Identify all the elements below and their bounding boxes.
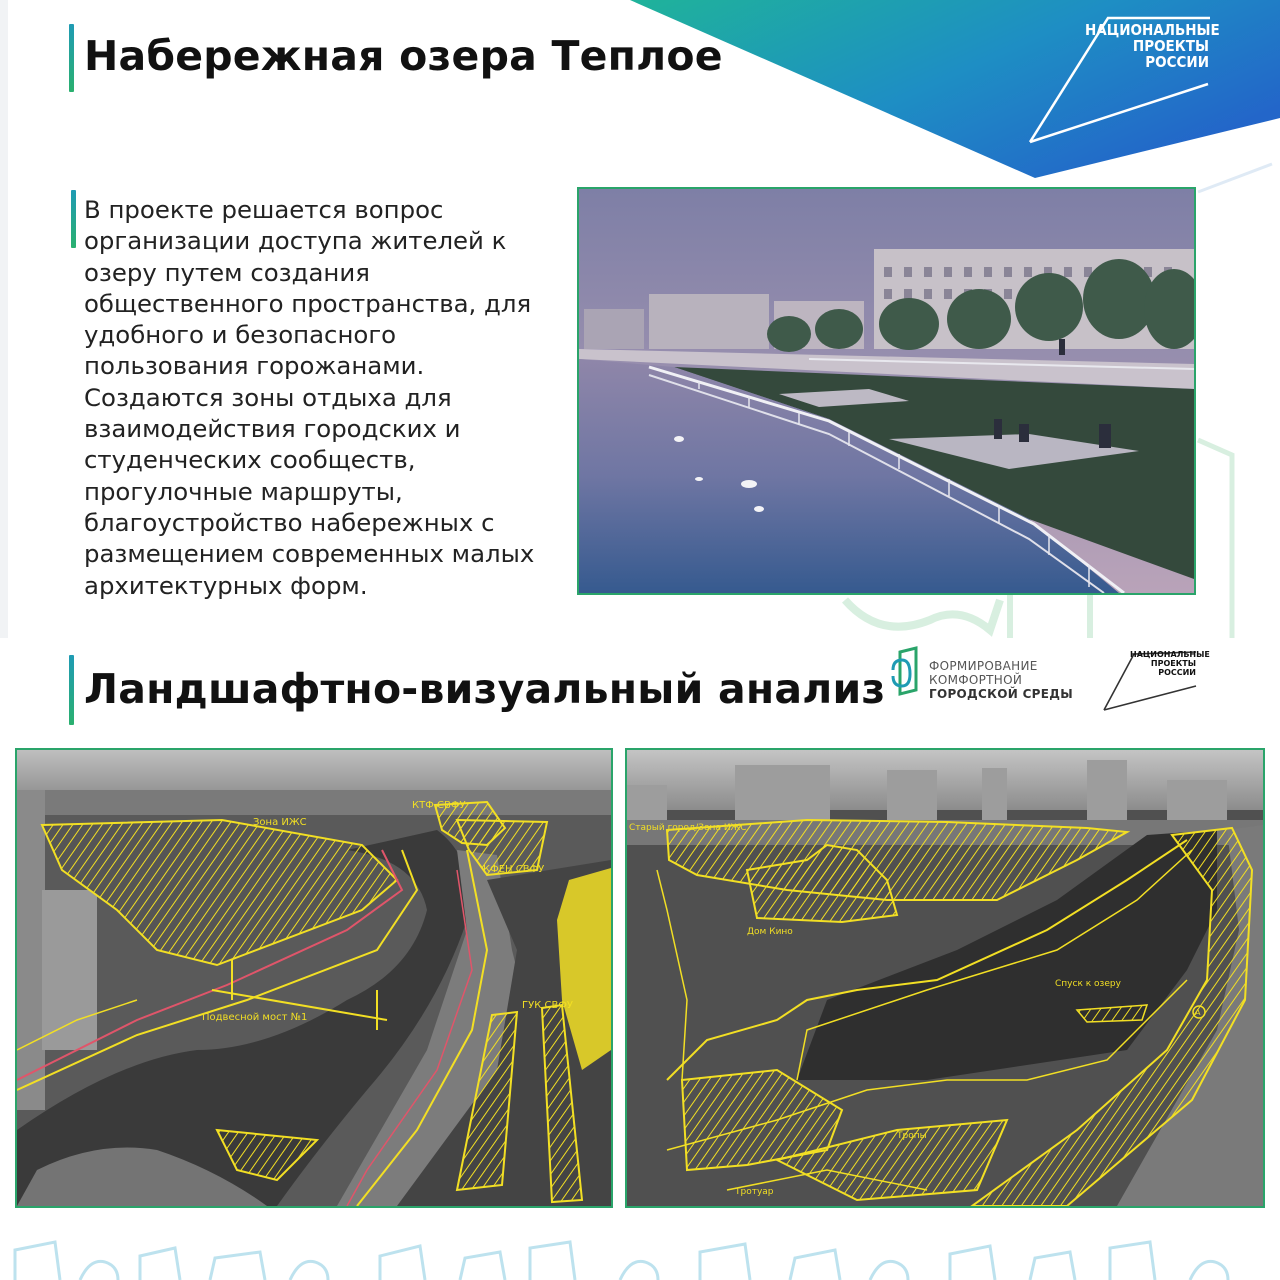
logo-line: НАЦИОНАЛЬНЫЕ [1085,21,1220,39]
national-projects-logo [1085,21,1220,71]
national-projects-logo [1130,650,1210,677]
label-ktf: КТФ СВФУ [412,800,466,811]
page-title: Ландшафтно-визуальный анализ [84,665,886,713]
label-trails: Тропы [897,1131,927,1141]
decorative-skyline [0,1238,1280,1280]
label-kfen: КФЕН СВФУ [483,864,545,875]
project-description: В проекте решается вопрос организации доступа жителей к озеру путем создания общественного пространства, для удобного и безопасного пользования горожанами. Создаются зоны отдыха для взаимодействия городских и студенческих сообществ, прогулочные маршруты, благоустройство набережных с размещением современных малых архитектурных форм. [84,195,535,600]
aerial-photo-bridge [15,748,613,1208]
logo-line: ПРОЕКТЫ [1132,37,1209,55]
label-dom-kino: Дом Кино [747,927,793,937]
label-old-town: Старый город/Зона ИЖС [629,823,747,833]
title-accent-bar [69,655,74,725]
label-guk: ГУК СВФУ [522,1000,574,1011]
logo-line: ПРОЕКТЫ [1150,659,1196,668]
label-sidewalk: Тротуар [735,1187,774,1197]
label-bridge: Подвесной мост №1 [202,1012,308,1023]
comfortable-city-logo-text [929,659,1073,701]
logo-line: РОССИИ [1145,53,1209,71]
label-descent: Спуск к озеру [1055,979,1121,989]
embankment-render-image [577,187,1196,595]
logo-line: РОССИИ [1158,668,1196,677]
title-accent-bar [69,24,74,92]
comfortable-city-logo-icon [890,646,924,700]
slide-teploe-embankment [0,0,1280,638]
label-zone-izhs: Зона ИЖС [253,817,307,828]
logo-line: ФОРМИРОВАНИЕ [929,659,1038,673]
page-title: Набережная озера Теплое [84,32,723,80]
label-marker-a: А [1195,1008,1201,1017]
aerial-photo-lake [625,748,1265,1208]
logo-line: НАЦИОНАЛЬНЫЕ [1130,650,1210,659]
text-accent-bar [71,190,76,248]
slide-landscape-analysis [0,638,1280,1280]
logo-line: КОМФОРТНОЙ [929,673,1023,687]
logo-line: ГОРОДСКОЙ СРЕДЫ [929,687,1073,701]
